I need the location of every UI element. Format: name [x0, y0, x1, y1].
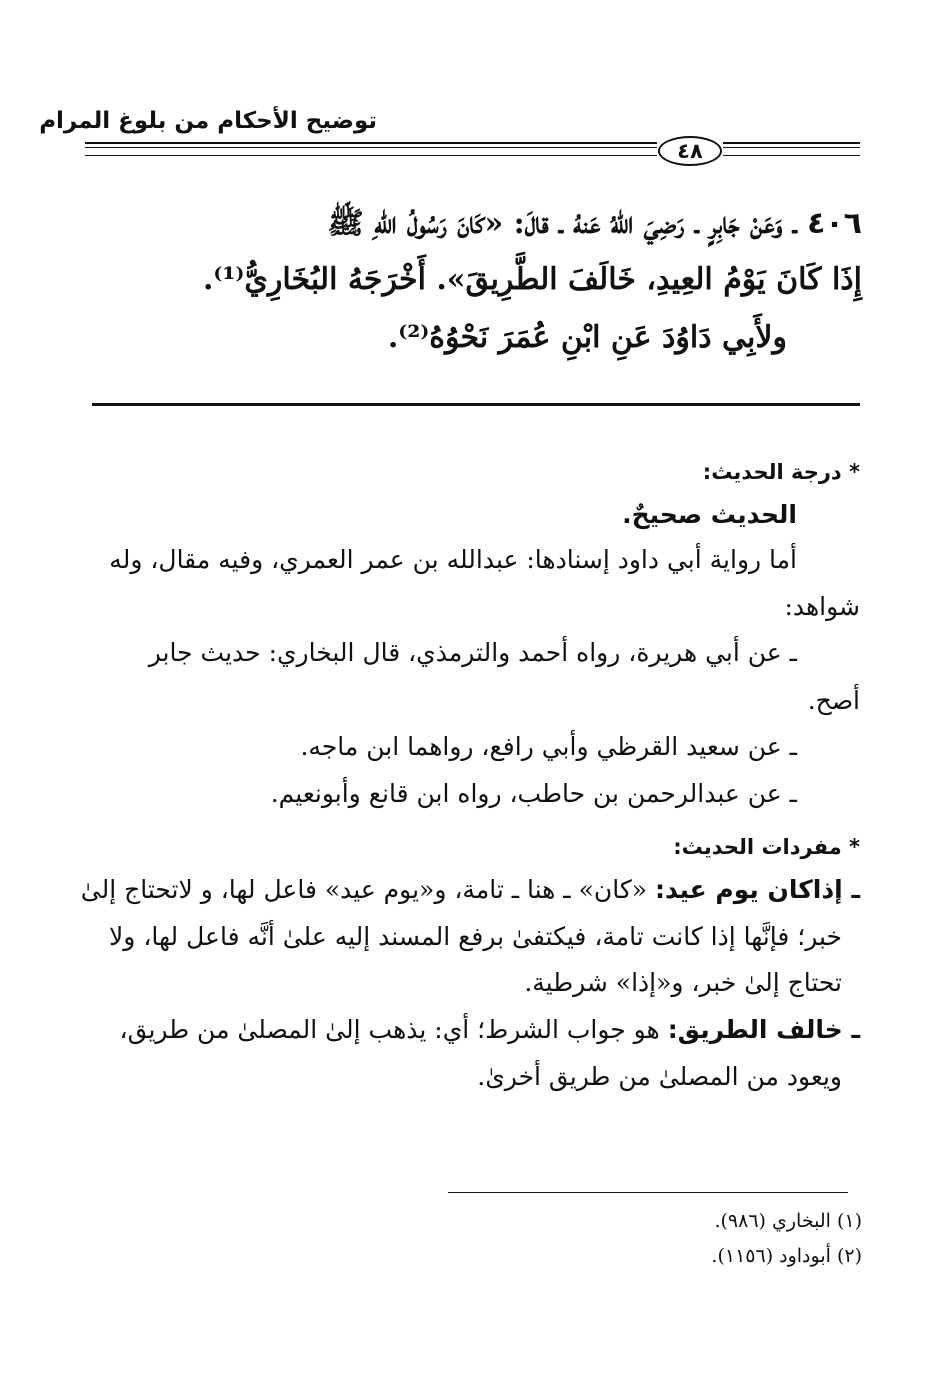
vocab-item-1-line-2: خبر؛ فإنَّها إذا كانت تامة، فيكتفىٰ برفع المسند إليه علىٰ أنَّه فاعل لها، ولا — [109, 922, 842, 951]
section-heading-grade: * درجة الحديث: — [702, 460, 860, 484]
vocab-item-2-term: ـ خالف الطريق: — [667, 1015, 860, 1044]
vocab-item-1-line-3: تحتاج إلىٰ خبر، و«إذا» شرطية. — [524, 968, 842, 997]
hadith-line-1 — [327, 205, 862, 248]
vocab-item-2-text: هو جواب الشرط؛ أي: يذهب إلىٰ المصلىٰ من طريق، — [119, 1015, 660, 1044]
grade-paragraph-line-2: شواهد: — [784, 592, 860, 621]
header-rule-top-thin — [85, 147, 657, 148]
section-heading-vocab: * مفردات الحديث: — [673, 835, 860, 859]
grade-verdict — [622, 500, 797, 529]
grade-bullet-2: ـ عن سعيد القرظي وأبي رافع، رواهما ابن ماجه. — [300, 732, 797, 761]
grade-bullet-1-line-2: أصح. — [807, 686, 860, 715]
book-title: توضيح الأحكام من بلوغ المرام — [39, 108, 377, 134]
grade-bullet-1-line-1: ـ عن أبي هريرة، رواه أحمد والترمذي، قال البخاري: حديث جابر — [148, 638, 797, 667]
vocab-item-2-line-2: ويعود من المصلىٰ من طريق أخرىٰ. — [477, 1062, 842, 1091]
hadith-dash: ـ — [782, 206, 797, 241]
page-number: ٤٨ — [677, 139, 703, 163]
footnote-2: (٢) أبوداود (١١٥٦). — [711, 1245, 862, 1267]
header-rule-top — [85, 142, 657, 144]
grade-paragraph-line-1: أما رواية أبي داود إسنادها: عبدالله بن عمر العمري، وفيه مقال، وله — [109, 545, 797, 574]
header-rule-bottom-right — [723, 155, 860, 156]
hadith-text-1: وَعَنْ جَابِرٍ ـ رَضِيَ اللهُ عَنهُ ـ قالَ: «كَانَ رَسُولُ اللهِ ﷺ — [327, 206, 783, 241]
footnote-separator — [448, 1192, 848, 1193]
footnote-1: (١) البخاري (٩٨٦). — [714, 1210, 862, 1232]
hadith-number: ٤٠٦ — [807, 206, 862, 241]
hadith-divider — [92, 403, 860, 406]
hadith-line-2: إِذَا كَانَ يَوْمُ العِيدِ، خَالَفَ الطَّرِيقَ». أَخْرَجَهُ البُخَارِيُّ⁽¹⁾. — [202, 262, 862, 297]
header-rule-bottom — [85, 155, 657, 156]
header-rule-top-right-thin — [723, 147, 860, 148]
vocab-item-1-line-1 — [81, 875, 860, 904]
vocab-item-1-term: ـ إذاكان يوم عيد: — [655, 875, 860, 904]
vocab-item-1-text: «كان» ـ هنا ـ تامة، و«يوم عيد» فاعل لها، و لاتحتاج إلىٰ — [80, 875, 648, 904]
header-rule-top-right — [723, 142, 860, 144]
vocab-item-2-line-1 — [120, 1015, 860, 1044]
page-number-badge — [658, 136, 722, 166]
hadith-line-3: ولأَبِي دَاوُدَ عَنِ ابْنِ عُمَرَ نَحْوُهُ⁽²⁾. — [387, 320, 787, 355]
grade-verdict-text: الحديث صحيحٌ. — [622, 500, 797, 529]
grade-bullet-3: ـ عن عبدالرحمن بن حاطب، رواه ابن قانع وأبونعيم. — [270, 779, 797, 808]
